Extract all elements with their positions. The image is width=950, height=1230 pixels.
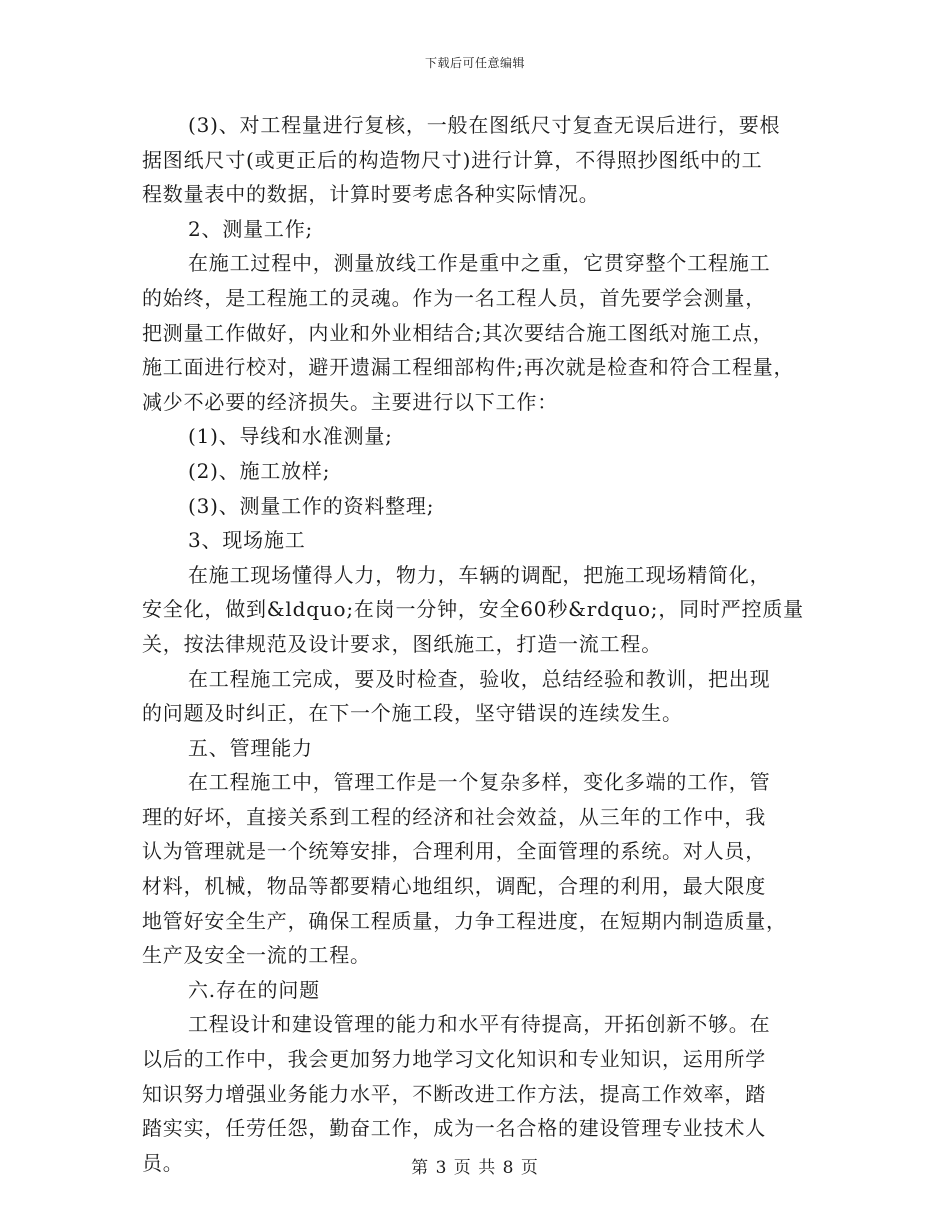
text-line: 在施工过程中，测量放线工作是重中之重，它贯穿整个工程施工 (188, 251, 771, 276)
section-heading (142, 212, 814, 247)
text-line: 知识努力增强业务能力水平，不断改进工作方法，提高工作效率，踏 (142, 1081, 766, 1106)
section-heading (142, 523, 814, 558)
list-item (142, 454, 814, 489)
text-line: 的问题及时纠正，在下一个施工段，坚守错误的连续发生。 (142, 701, 683, 726)
text-line: 工程设计和建设管理的能力和水平有待提高，开拓创新不够。在 (188, 1012, 771, 1037)
text-line: (2)、施工放样; (188, 458, 331, 483)
text-line: 五、管理能力 (188, 735, 313, 760)
section-heading (142, 731, 814, 766)
text-line: 在工程施工中，管理工作是一个复杂多样，变化多端的工作，管 (188, 770, 771, 795)
paragraph (142, 662, 814, 731)
text-line: 材料，机械，物品等都要精心地组织，调配，合理的利用，最大限度 (142, 874, 766, 899)
text-line: 把测量工作做好，内业和外业相结合;其次要结合施工图纸对施工点， (142, 320, 774, 345)
text-line: 2、测量工作; (188, 216, 314, 241)
paragraph (142, 108, 814, 212)
text-line: (3)、测量工作的资料整理; (188, 493, 435, 518)
text-line: 据图纸尺寸(或更正后的构造物尺寸)进行计算，不得照抄图纸中的工 (142, 147, 763, 172)
text-line: 在工程施工完成，要及时检查，验收，总结经验和教训，把出现 (188, 666, 771, 691)
text-line: 关，按法律规范及设计要求，图纸施工，打造一流工程。 (142, 631, 662, 656)
page-number-footer: 第 3 页 共 8 页 (411, 1158, 539, 1178)
text-line: 地管好安全生产，确保工程质量，力争工程进度，在短期内制造质量， (142, 908, 787, 933)
text-line: (3)、对工程量进行复核，一般在图纸尺寸复查无误后进行，要根 (188, 113, 781, 137)
text-line: 3、现场施工 (188, 528, 306, 553)
text-line: 减少不必要的经济损失。主要进行以下工作： (142, 389, 558, 414)
text-line: 踏实实，任劳任怨，勤奋工作，成为一名合格的建设管理专业技术人 (142, 1116, 766, 1141)
text-line: 施工面进行校对，避开遗漏工程细部构件;再次就是检查和符合工程量， (142, 355, 795, 380)
text-line: 理的好坏，直接关系到工程的经济和社会效益，从三年的工作中，我 (142, 804, 766, 829)
text-line: 认为管理就是一个统筹安排，合理利用，全面管理的系统。对人员， (142, 839, 766, 864)
document-body (142, 108, 814, 1180)
text-line: (1)、导线和水准测量; (188, 424, 393, 449)
text-line: 员。 (142, 1150, 184, 1175)
paragraph (142, 765, 814, 973)
section-heading (142, 973, 814, 1008)
list-item (142, 489, 814, 524)
text-line: 以后的工作中，我会更加努力地学习文化知识和专业知识，运用所学 (142, 1047, 766, 1072)
page-header: 下载后可任意编辑 (424, 56, 525, 70)
text-line: 在施工现场懂得人力，物力，车辆的调配，把施工现场精简化， (188, 562, 771, 587)
paragraph (142, 558, 814, 662)
text-line: 安全化，做到&ldquo;在岗一分钟，安全60秒&rdquo;，同时严控质量 (142, 597, 804, 622)
text-line: 的始终，是工程施工的灵魂。作为一名工程人员，首先要学会测量， (142, 285, 766, 310)
list-item (142, 419, 814, 454)
text-line: 六.存在的问题 (188, 977, 320, 1002)
text-line: 程数量表中的数据，计算时要考虑各种实际情况。 (142, 182, 600, 207)
paragraph (142, 246, 814, 419)
text-line: 生产及安全一流的工程。 (142, 943, 371, 968)
